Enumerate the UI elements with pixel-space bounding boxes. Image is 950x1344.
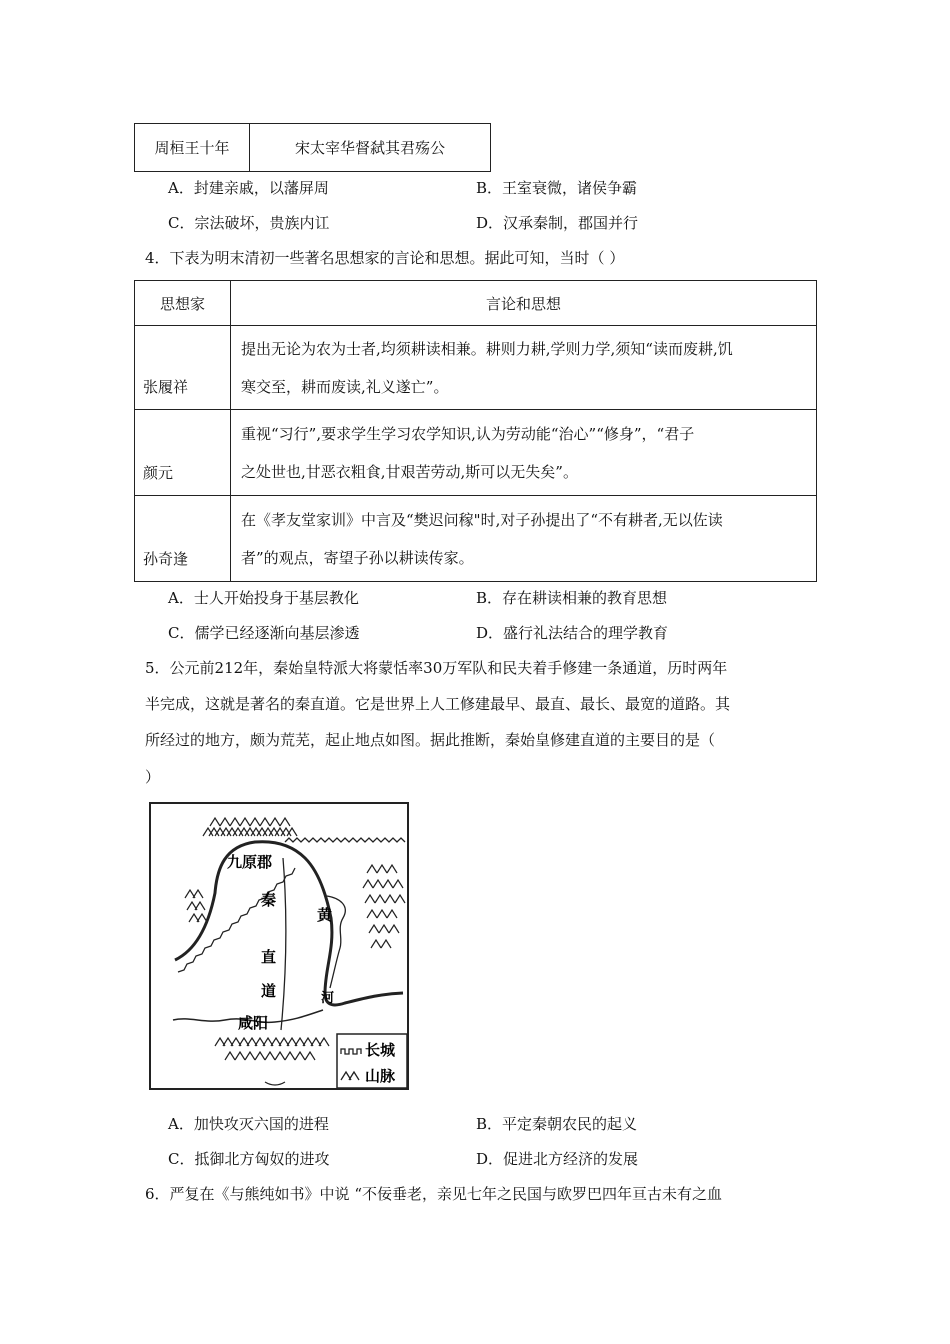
- option-label: C．: [168, 1150, 195, 1168]
- q3-option-d[interactable]: [476, 212, 638, 233]
- option-label: D．: [476, 1150, 504, 1168]
- option-text: 儒学已经逐渐向基层渗透: [194, 624, 360, 642]
- q4-option-c[interactable]: [168, 622, 360, 643]
- q4-option-b[interactable]: [476, 587, 667, 608]
- q4-row1-name: [135, 326, 231, 410]
- qin-straight-road-map: [145, 798, 413, 1094]
- label-dao: 道: [261, 982, 277, 1000]
- q5-option-d[interactable]: [476, 1148, 638, 1169]
- option-text: 宗法破坏，贵族内讧: [194, 214, 330, 232]
- ideas-line: 重视“习行”,要求学生学习农学知识,认为劳动能“治心”“修身”，“君子: [241, 424, 695, 443]
- q4-table: [134, 280, 817, 582]
- q5-option-b[interactable]: [476, 1113, 637, 1134]
- thinker-name: 张履祥: [143, 378, 189, 396]
- option-text: 存在耕读相兼的教育思想: [502, 589, 668, 607]
- option-label: D．: [476, 624, 504, 642]
- label-xianyang: 咸阳: [238, 1014, 269, 1032]
- q3-cell-2: 宋太宰华督弑其君殇公: [250, 124, 491, 172]
- q4-option-d[interactable]: [476, 622, 668, 643]
- option-label: A．: [168, 179, 194, 197]
- label-he: 河: [321, 991, 335, 1006]
- q4-row3-ideas: [231, 496, 817, 582]
- q4-row1-ideas: [231, 326, 817, 410]
- legend-wall-label: 长城: [365, 1041, 396, 1059]
- label-huang: 黄: [317, 906, 333, 924]
- option-label: B．: [476, 1115, 503, 1133]
- q5-option-a[interactable]: [168, 1113, 329, 1134]
- option-text: 平定秦朝农民的起义: [502, 1115, 638, 1133]
- q5-stem-line-4: ）: [145, 768, 161, 786]
- q6-stem: 6．严复在《与熊纯如书》中说 “不佞垂老，亲见七年之民国与欧罗巴四年亘古未有之血: [145, 1185, 722, 1203]
- q4-row3-name: [135, 496, 231, 582]
- ideas-line: 在《孝友堂家训》中言及“樊迟问稼"时,对子孙提出了“不有耕者,无以佐读: [241, 510, 723, 529]
- q3-table: [134, 123, 491, 172]
- option-label: A．: [168, 589, 194, 607]
- option-text: 促进北方经济的发展: [503, 1150, 639, 1168]
- option-text: 封建亲戚，以藩屏周: [193, 179, 329, 197]
- q5-stem-line-1: 5．公元前212年，秦始皇特派大将蒙恬率30万军队和民夫着手修建一条通道，历时两年: [145, 659, 728, 677]
- q4-option-a[interactable]: [168, 587, 359, 608]
- option-label: C．: [168, 624, 195, 642]
- ideas-line: 提出无论为农为士者,均须耕读相兼。耕则力耕,学则力学,须知“读而废耕,饥: [241, 339, 733, 358]
- q4-header-ideas: 言论和思想: [231, 281, 817, 326]
- label-zhi: 直: [261, 948, 277, 966]
- ideas-line: 之处世也,甘恶衣粗食,甘艰苦劳动,斯可以无失矣”。: [241, 462, 578, 481]
- q4-header-thinker: 思想家: [135, 281, 231, 326]
- option-text: 加快攻灭六国的进程: [193, 1115, 329, 1133]
- option-label: C．: [168, 214, 195, 232]
- q3-option-c[interactable]: [168, 212, 330, 233]
- option-label: B．: [476, 179, 503, 197]
- q5-option-c[interactable]: [168, 1148, 330, 1169]
- q3-option-a[interactable]: [168, 177, 329, 198]
- q4-row2-name: [135, 410, 231, 496]
- label-qin: 秦: [261, 891, 277, 909]
- thinker-name: 颜元: [143, 464, 174, 482]
- q3-option-b[interactable]: [476, 177, 637, 198]
- thinker-name: 孙奇逢: [143, 550, 189, 568]
- option-label: B．: [476, 589, 503, 607]
- ideas-line: 者”的观点，寄望子孙以耕读传家。: [241, 548, 474, 567]
- option-text: 汉承秦制，郡国并行: [503, 214, 639, 232]
- option-label: D．: [476, 214, 504, 232]
- q5-stem-line-2: 半完成，这就是著名的秦直道。它是世界上人工修建最早、最直、最长、最宽的道路。其: [145, 695, 731, 713]
- legend-mountain-label: 山脉: [365, 1067, 396, 1085]
- q4-row2-ideas: [231, 410, 817, 496]
- option-text: 盛行礼法结合的理学教育: [503, 624, 669, 642]
- q5-stem-line-3: 所经过的地方，颇为荒芜，起止地点如图。据此推断，秦始皇修建直道的主要目的是（: [145, 731, 716, 749]
- q3-cell-1: 周桓王十年: [135, 124, 250, 172]
- ideas-line: 寒交至，耕而废读,礼义遂亡”。: [241, 377, 449, 396]
- option-text: 王室衰微，诸侯争霸: [502, 179, 638, 197]
- option-text: 士人开始投身于基层教化: [193, 589, 359, 607]
- option-text: 抵御北方匈奴的进攻: [194, 1150, 330, 1168]
- q4-stem: 4．下表为明末清初一些著名思想家的言论和思想。据此可知，当时（ ）: [145, 249, 625, 267]
- label-jiuyuan: 九原郡: [227, 853, 273, 871]
- option-label: A．: [168, 1115, 194, 1133]
